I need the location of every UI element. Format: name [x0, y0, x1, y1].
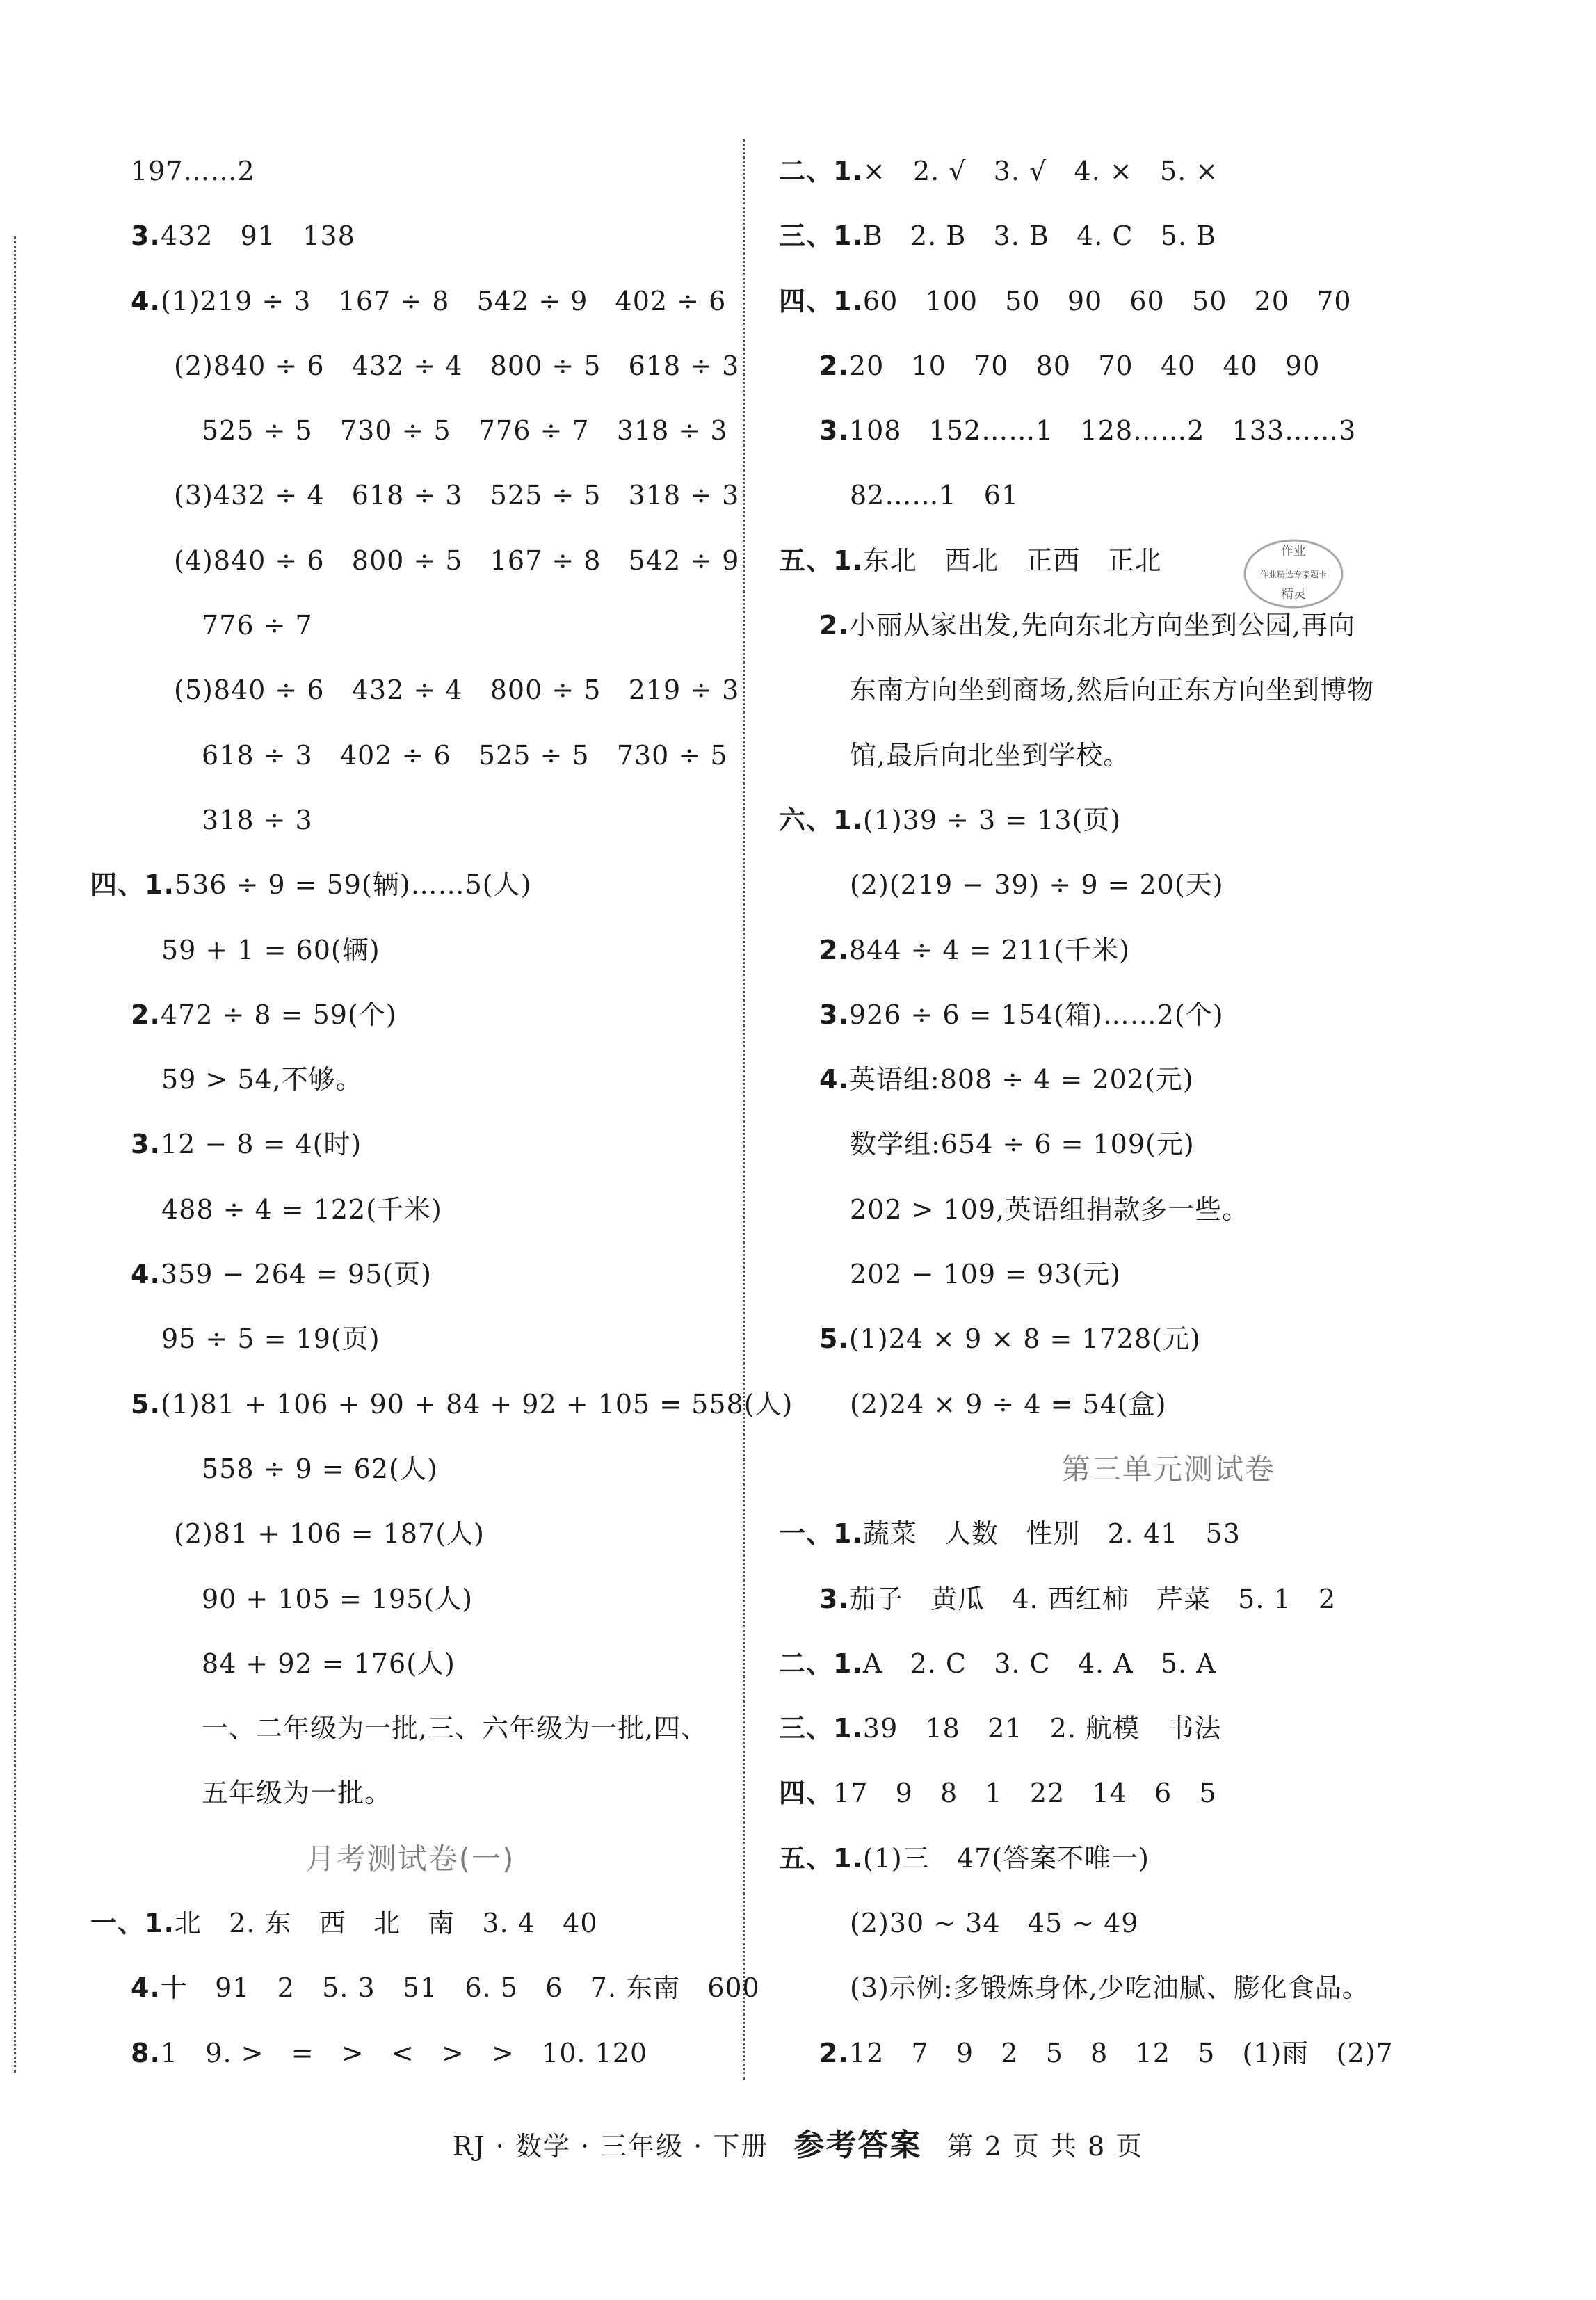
answer-label: 三、1. — [779, 1713, 863, 1744]
answer-label: 4. — [131, 285, 161, 316]
answer-text: 东南方向坐到商场,然后向正东方向坐到博物 — [850, 675, 1375, 706]
section-title: 月考测试卷(一) — [305, 1841, 515, 1876]
answer-text: 五年级为一批。 — [202, 1778, 392, 1809]
answer-label: 一、1. — [779, 1518, 863, 1550]
answer-line — [779, 1891, 1558, 1956]
answer-text: (4)840 ÷ 6 800 ÷ 5 167 ÷ 8 542 ÷ 9 — [174, 545, 740, 576]
answer-line — [779, 1826, 1558, 1891]
answer-text: 蔬菜 人数 性别 2. 41 53 — [862, 1518, 1241, 1550]
answer-label: 六、1. — [779, 804, 863, 835]
answer-text: 东北 西北 正西 正北 — [862, 545, 1162, 576]
answer-text: 59 > 54,不够。 — [161, 1064, 363, 1095]
answer-line — [779, 399, 1558, 463]
answer-label: 二、1. — [779, 156, 863, 186]
answer-text: (5)840 ÷ 6 432 ÷ 4 800 ÷ 5 219 ÷ 3 — [174, 675, 740, 706]
answer-line — [90, 788, 730, 853]
footer-page-number: 第 2 页 共 8 页 — [946, 2131, 1144, 2162]
answer-text: 926 ÷ 6 = 154(箱)……2(个) — [848, 999, 1224, 1030]
answer-text: 90 + 105 = 195(人) — [202, 1583, 474, 1614]
answer-line — [779, 1112, 1558, 1177]
answer-line — [779, 1307, 1558, 1372]
answer-text: 39 18 21 2. 航模 书法 — [862, 1713, 1222, 1744]
answer-line — [779, 334, 1558, 399]
answer-label: 二、1. — [779, 1648, 863, 1679]
watermark-stamp — [1224, 529, 1363, 619]
answer-text: 17 9 8 1 22 14 6 5 — [833, 1778, 1217, 1809]
answer-label: 5. — [131, 1388, 161, 1420]
answer-line — [779, 1567, 1558, 1632]
answer-line — [779, 983, 1558, 1047]
answer-line — [90, 1372, 793, 1437]
answer-text: 60 100 50 90 60 50 20 70 — [862, 285, 1352, 316]
answer-label: 四、1. — [779, 285, 863, 316]
answer-line — [90, 1437, 730, 1502]
answer-line — [779, 593, 1558, 658]
answer-line — [90, 334, 740, 399]
answer-text: 202 − 109 = 93(元) — [850, 1259, 1122, 1290]
answer-label: 四、1. — [90, 869, 175, 901]
answer-line — [90, 204, 730, 268]
right-answer-column — [779, 139, 1558, 2086]
answer-text: (2)81 + 106 = 187(人) — [174, 1518, 485, 1550]
answer-line — [90, 529, 740, 593]
answer-text: B 2. B 3. B 4. C 5. B — [862, 220, 1216, 252]
answer-text: 618 ÷ 3 402 ÷ 6 525 ÷ 5 730 ÷ 5 — [202, 739, 728, 771]
answer-label: 4. — [819, 1064, 849, 1095]
answer-line — [779, 853, 1558, 917]
answer-text: 844 ÷ 4 = 211(千米) — [848, 934, 1130, 965]
answer-text: (3)432 ÷ 4 618 ÷ 3 525 ÷ 5 318 ÷ 3 — [174, 480, 740, 511]
answer-text: 108 152……1 128……2 133……3 — [848, 415, 1357, 447]
stamp-bottom-text: 精灵 — [1281, 587, 1306, 602]
answer-text: 59 + 1 = 60(辆) — [161, 934, 380, 965]
answer-label: 3. — [819, 415, 849, 447]
answer-line — [779, 1242, 1558, 1307]
answer-line — [779, 463, 1558, 528]
answer-line — [90, 853, 730, 917]
answer-text: × 2. √ 3. √ 4. × 5. × — [862, 156, 1219, 186]
answer-line — [779, 1956, 1558, 2020]
answer-line — [90, 1567, 730, 1632]
answer-line — [90, 1047, 730, 1112]
answer-text: 北 2. 东 西 北 南 3. 4 40 — [174, 1908, 598, 1939]
answer-line — [90, 1632, 730, 1696]
answer-line — [90, 1242, 730, 1307]
answer-text: (1)219 ÷ 3 167 ÷ 8 542 ÷ 9 402 ÷ 6 — [160, 285, 727, 316]
answer-line — [779, 269, 1558, 334]
answer-label: 2. — [819, 2037, 849, 2068]
page-footer — [0, 2114, 1596, 2177]
answer-text: 馆,最后向北坐到学校。 — [850, 739, 1131, 771]
answer-line — [90, 399, 730, 463]
answer-text: 一、二年级为一批,三、六年级为一批,四、 — [202, 1713, 709, 1744]
answer-label: 2. — [819, 610, 849, 641]
answer-line — [90, 269, 730, 334]
answer-line — [90, 1891, 730, 1956]
answer-label: 2. — [819, 934, 849, 965]
answer-label: 2. — [819, 350, 849, 381]
answer-text: 558 ÷ 9 = 62(人) — [202, 1453, 438, 1484]
answer-line — [90, 463, 740, 528]
answer-text: (1)81 + 106 + 90 + 84 + 92 + 105 = 558(人) — [160, 1388, 793, 1420]
answer-text: 525 ÷ 5 730 ÷ 5 776 ÷ 7 318 ÷ 3 — [202, 415, 728, 447]
stamp-mid-text: 作业精选专家题卡 — [1259, 570, 1328, 579]
answer-text: 数学组:654 ÷ 6 = 109(元) — [850, 1129, 1195, 1160]
answer-line — [779, 139, 1558, 204]
answer-line — [90, 918, 730, 983]
answer-text: 十 91 2 5. 3 51 6. 5 6 7. 东南 600 — [160, 1972, 760, 2004]
section-title: 第三单元测试卷 — [1061, 1451, 1275, 1486]
answer-line — [779, 1696, 1558, 1761]
answer-text: 488 ÷ 4 = 122(千米) — [161, 1193, 442, 1225]
answer-text: (2)840 ÷ 6 432 ÷ 4 800 ÷ 5 618 ÷ 3 — [174, 350, 740, 381]
answer-text: (1)三 47(答案不唯一) — [862, 1842, 1150, 1874]
answer-label: 3. — [131, 1129, 161, 1160]
stamp-top-text: 作业 — [1281, 544, 1306, 558]
column-divider — [743, 139, 745, 2080]
answer-line — [90, 1112, 730, 1177]
left-margin-dotted-line — [14, 236, 16, 2073]
answer-label: 一、1. — [90, 1908, 175, 1939]
answer-label: 4. — [131, 1259, 161, 1290]
answer-label: 五、1. — [779, 545, 863, 576]
answer-text: 359 − 264 = 95(页) — [160, 1259, 432, 1290]
answer-line — [779, 788, 1558, 853]
answer-line — [90, 139, 730, 204]
footer-book-info: RJ · 数学 · 三年级 · 下册 — [452, 2131, 769, 2162]
answer-text: (2)30 ~ 34 45 ~ 49 — [850, 1908, 1139, 1939]
answer-text: 82……1 61 — [850, 480, 1019, 511]
answer-text: 536 ÷ 9 = 59(辆)……5(人) — [174, 869, 532, 901]
answer-line — [779, 204, 1558, 268]
answer-label: 三、1. — [779, 220, 863, 252]
answer-text: 202 > 109,英语组捐款多一些。 — [850, 1193, 1250, 1225]
left-answer-column — [90, 139, 793, 2086]
answer-text: 432 91 138 — [160, 220, 355, 252]
answer-line — [90, 723, 730, 788]
answer-text: 茄子 黄瓜 4. 西红柿 芹菜 5. 1 2 — [848, 1583, 1337, 1614]
answer-text: 英语组:808 ÷ 4 = 202(元) — [848, 1064, 1194, 1095]
answer-label: 四、 — [779, 1778, 834, 1809]
answer-line — [90, 983, 730, 1047]
answer-line — [779, 723, 1558, 788]
answer-line — [90, 1956, 760, 2020]
answer-label: 8. — [131, 2037, 161, 2068]
answer-line — [90, 1177, 730, 1242]
answer-text: 197……2 — [131, 156, 255, 186]
answer-line — [90, 1307, 730, 1372]
answer-text: 20 10 70 80 70 40 40 90 — [848, 350, 1321, 381]
answer-text: 12 − 8 = 4(时) — [160, 1129, 362, 1160]
answer-text: A 2. C 3. C 4. A 5. A — [862, 1648, 1216, 1679]
answer-text: 1 9. > = > < > > 10. 120 — [160, 2037, 648, 2068]
answer-line — [779, 658, 1558, 723]
answer-line — [779, 1761, 1558, 1826]
answer-label: 3. — [819, 1583, 849, 1614]
answer-label: 2. — [131, 999, 161, 1030]
answer-line — [90, 1502, 730, 1566]
answer-line — [90, 658, 740, 723]
answer-line — [90, 2021, 730, 2086]
answer-text: 318 ÷ 3 — [202, 804, 313, 835]
answer-line — [779, 1372, 1558, 1437]
answer-label: 5. — [819, 1324, 849, 1355]
answer-text: (3)示例:多锻炼身体,少吃油腻、膨化食品。 — [850, 1972, 1369, 2004]
answer-text: (2)24 × 9 ÷ 4 = 54(盒) — [850, 1388, 1167, 1420]
answer-line — [779, 1047, 1558, 1112]
footer-section-title: 参考答案 — [793, 2128, 922, 2163]
answer-text: 472 ÷ 8 = 59(个) — [160, 999, 397, 1030]
answer-text: 小丽从家出发,先向东北方向坐到公园,再向 — [848, 610, 1356, 641]
answer-line — [779, 2021, 1558, 2086]
answer-line — [779, 1177, 1558, 1242]
answer-line — [779, 1632, 1558, 1696]
answer-line — [779, 1502, 1558, 1566]
answer-text: 84 + 92 = 176(人) — [202, 1648, 456, 1679]
answer-label: 4. — [131, 1972, 161, 2004]
answer-label: 五、1. — [779, 1842, 863, 1874]
answer-line — [90, 1696, 730, 1761]
answer-text: (2)(219 − 39) ÷ 9 = 20(天) — [850, 869, 1224, 901]
answer-line — [779, 529, 1558, 593]
answer-text: (1)39 ÷ 3 = 13(页) — [862, 804, 1122, 835]
answer-text: 95 ÷ 5 = 19(页) — [161, 1324, 380, 1355]
answer-label: 3. — [131, 220, 161, 252]
answer-line — [90, 593, 730, 658]
answer-text: 12 7 9 2 5 8 12 5 (1)雨 (2)7 — [848, 2037, 1394, 2068]
answer-text: (1)24 × 9 × 8 = 1728(元) — [848, 1324, 1201, 1355]
answer-text: 776 ÷ 7 — [202, 610, 313, 641]
answer-line — [90, 1761, 730, 1826]
answer-label: 3. — [819, 999, 849, 1030]
answer-line — [779, 918, 1558, 983]
